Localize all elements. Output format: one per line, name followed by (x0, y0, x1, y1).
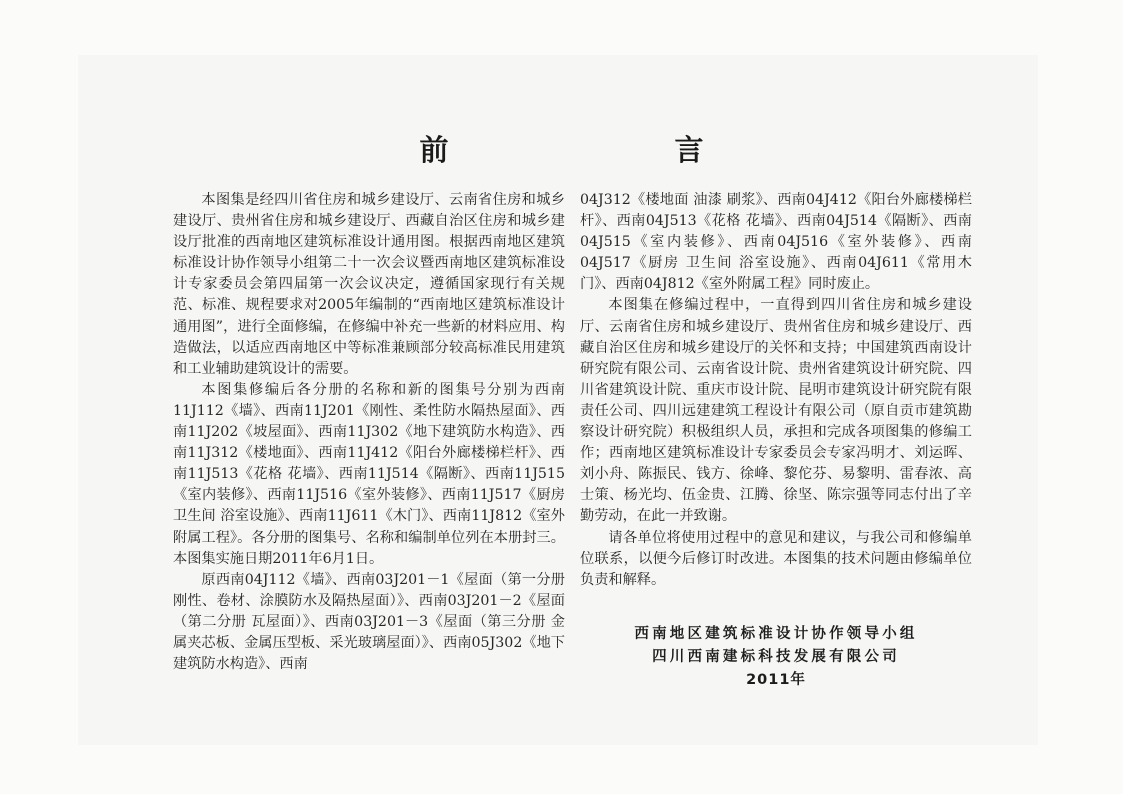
paragraph-superseded-cont: 04J312《楼地面 油漆 刷浆》、西南04J412《阳台外廊楼梯栏杆》、西南04J513《花格 花墙》、西南04J514《隔断》、西南04J515《室内装修》、西南04J516《室外装修》、西南04J517《厨房 卫生间 浴室设施》、西南04J611《常用木门》、西南04J812《室外附属工程》同时废止。 (580, 192, 972, 293)
paragraph-superseded: 原西南04J112《墙》、西南03J201－1《屋面（第一分册 刚性、卷材、涂膜防水及隔热屋面）》、西南03J201－2《屋面（第二分册 瓦屋面）》、西南03J201－3《屋面（第三分册 金属夹芯板、金属压型板、采光玻璃屋面）》、西南05J302《地下建筑防水构造》、西南 (173, 571, 565, 673)
right-column (580, 190, 972, 591)
signature-company: 四川西南建标科技发展有限公司 (652, 649, 900, 665)
signature-year: 2011年 (746, 672, 806, 688)
page-title: 前 言 (419, 133, 760, 167)
paragraph-acknowledgement: 本图集在修编过程中，一直得到四川省住房和城乡建设厅、云南省住房和城乡建设厅、贵州省住房和城乡建设厅、西藏自治区住房和城乡建设厅的关怀和支持；中国建筑西南设计研究院有限公司、云南省设计院、贵州省建筑设计研究院、四川省建筑设计院、重庆市设计院、昆明市建筑设计研究院有限责任公司、四川远建建筑工程设计有限公司（原自贡市建筑勘察设计研究院）积极组织人员，承担和完成各项图集的修编工作；西南地区建筑标准设计专家委员会专家冯明才、刘运晖、刘小舟、陈振民、钱方、徐峰、黎佗芬、易黎明、雷春浓、高士策、杨光均、伍金贵、江腾、徐坚、陈宗强等同志付出了辛勤劳动，在此一并致谢。 (580, 297, 972, 525)
left-column (173, 190, 565, 675)
paragraph-feedback: 请各单位将使用过程中的意见和建议，与我公司和修编单位联系，以便今后修订时改进。本图集的技术问题由修编单位负责和解释。 (580, 529, 972, 588)
signature-group: 西南地区建筑标准设计协作领导小组 (634, 626, 918, 642)
paragraph-intro: 本图集是经四川省住房和城乡建设厅、云南省住房和城乡建设厅、贵州省住房和城乡建设厅、西藏自治区住房和城乡建设厅批准的西南地区建筑标准设计通用图。根据西南地区建筑标准设计协作领导小组第二十一次会议暨西南地区建筑标准设计专家委员会第四届第一次会议决定，遵循国家现行有关规范、标准、规程要求对2005年编制的“西南地区建筑标准设计通用图”，进行全面修编，在修编中补充一些新的材料应用、构造做法，以适应西南地区中等标准兼顾部分较高标准民用建筑和工业辅助建筑设计的需要。 (173, 192, 565, 377)
paragraph-volumes: 本图集修编后各分册的名称和新的图集号分别为西南11J112《墙》、西南11J201《刚性、柔性防水隔热屋面》、西南11J202《坡屋面》、西南11J302《地下建筑防水构造》、西南11J312《楼地面》、西南11J412《阳台外廊楼梯栏杆》、西南11J513《花格 花墙》、西南11J514《隔断》、西南11J515《室内装修》、西南11J516《室外装修》、西南11J517《厨房 卫生间 浴室设施》、西南11J611《木门》、西南11J812《室外附属工程》。各分册的图集号、名称和编制单位列在本册封三。本图集实施日期2011年6月1日。 (173, 381, 565, 567)
